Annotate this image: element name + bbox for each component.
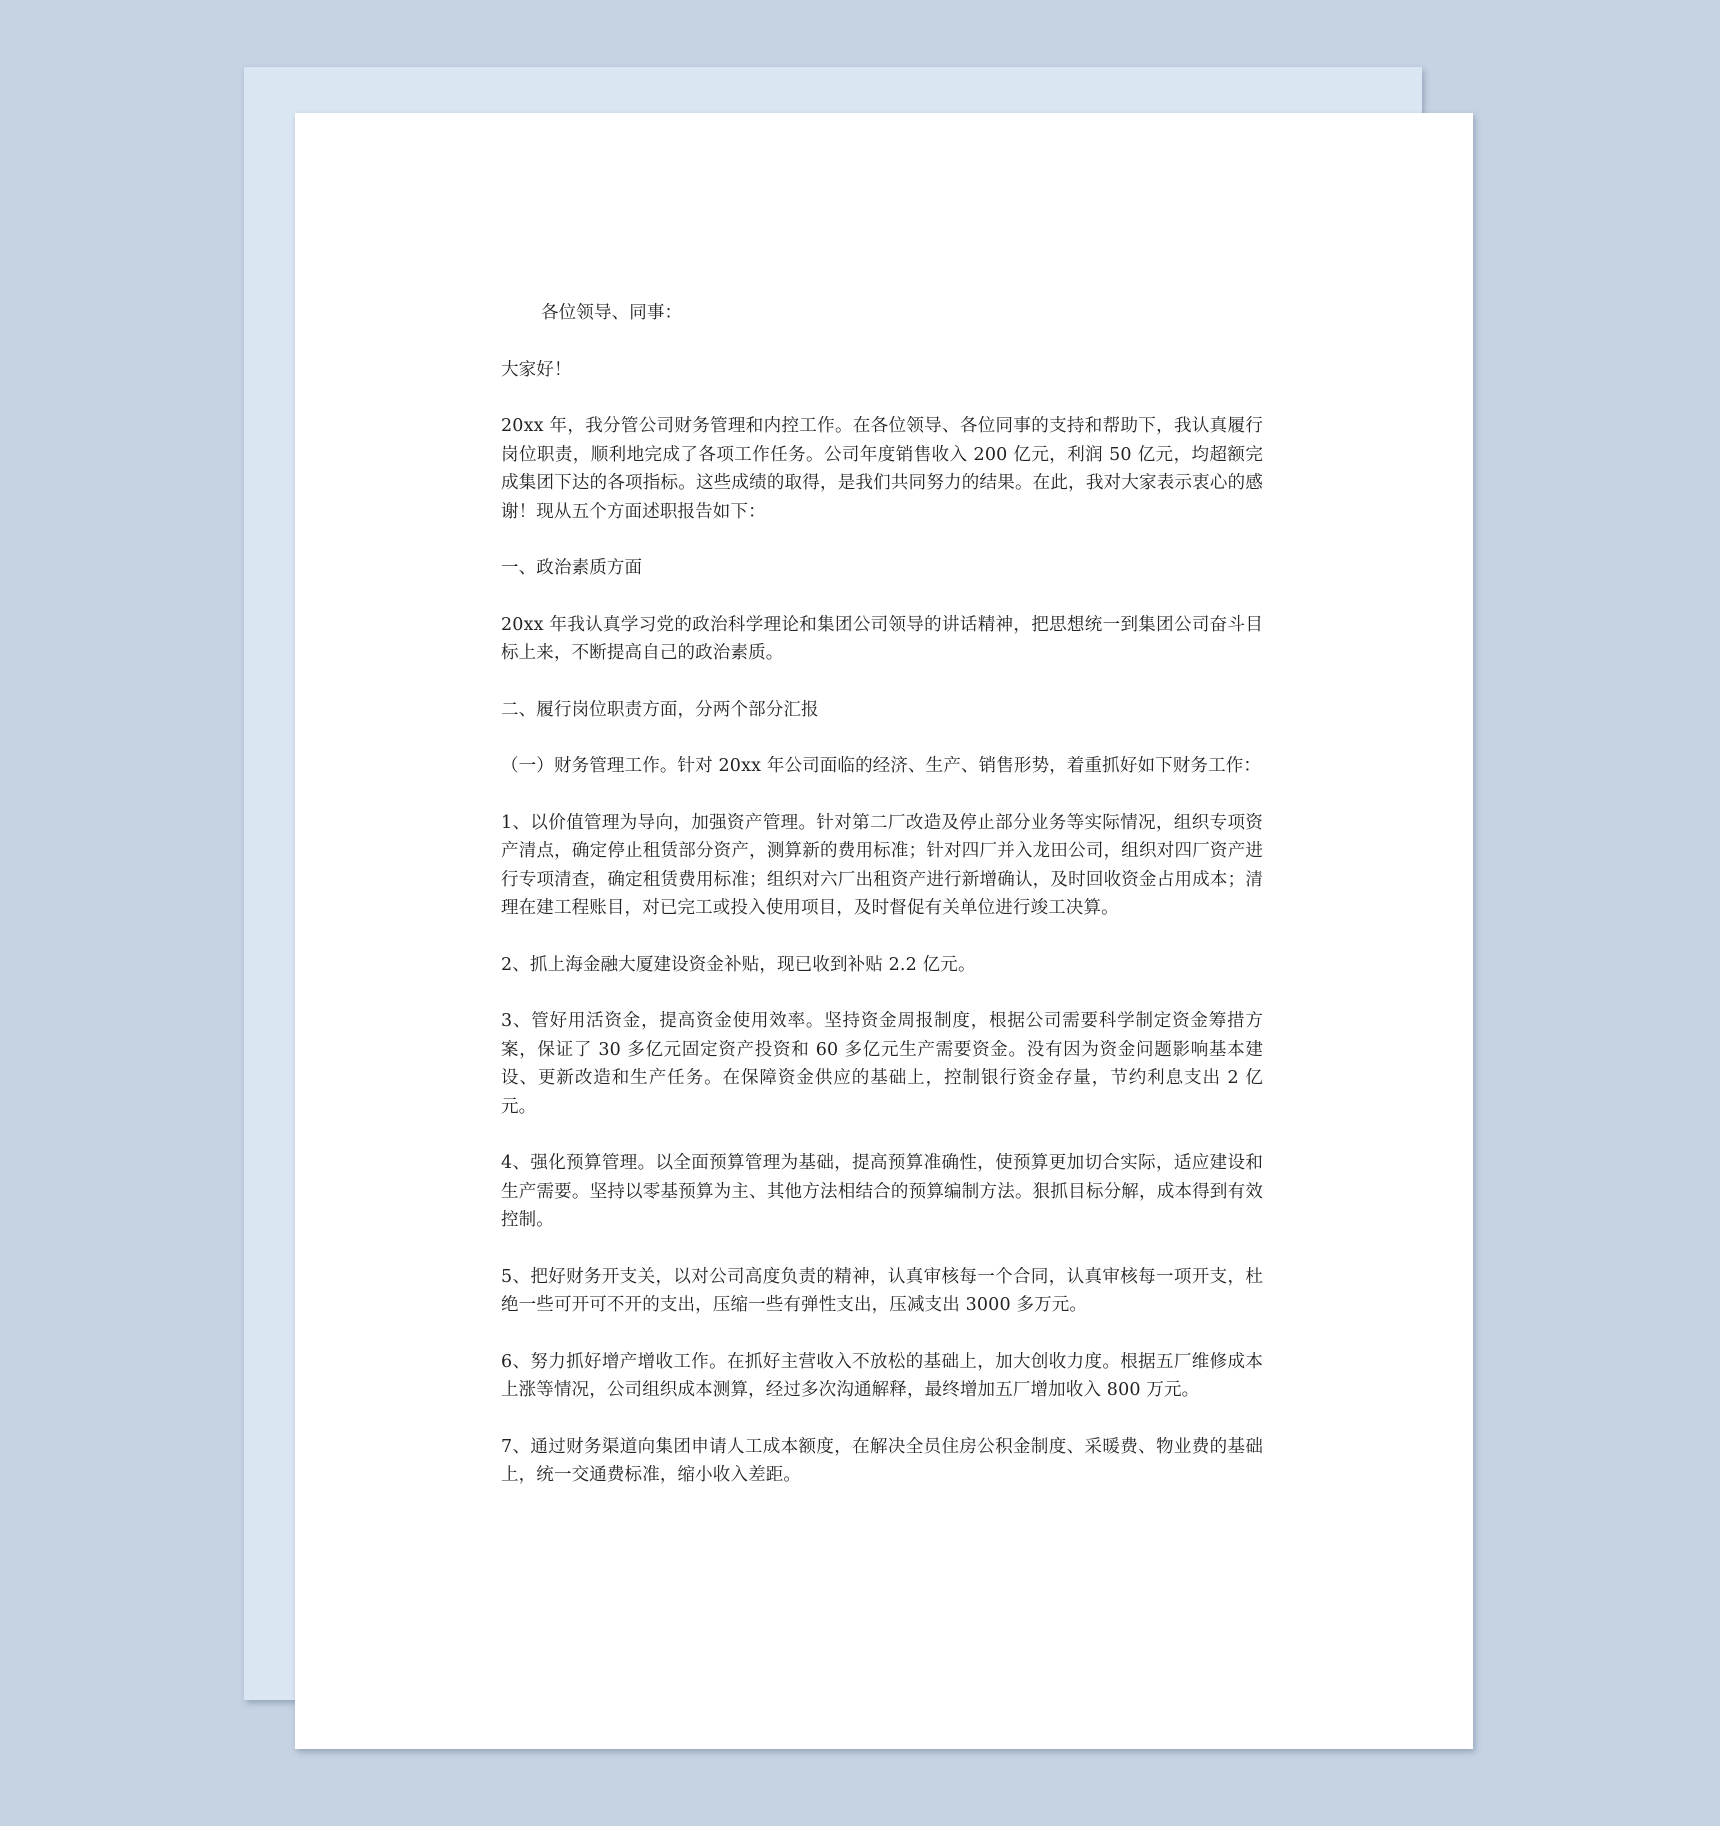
paragraph-political: 20xx 年我认真学习党的政治科学理论和集团公司领导的讲话精神，把思想统一到集团公司奋斗目标上来，不断提高自己的政治素质。	[501, 614, 1263, 663]
list-item-2: 2、抓上海金融大厦建设资金补贴，现已收到补贴 2.2 亿元。	[501, 954, 976, 975]
section-heading-political: 一、政治素质方面	[501, 558, 643, 578]
list-item-1: 1、以价值管理为导向，加强资产管理。针对第二厂改造及停止部分业务等实际情况，组织专项资产清点，确定停止租赁部分资产，测算新的费用标准；针对四厂并入龙田公司，组织对四厂资产进行专项清查，确定租赁费用标准；组织对六厂出租资产进行新增确认，及时回收资金占用成本；清理在建工程账目，对已完工或投入使用项目，及时督促有关单位进行竣工决算。	[501, 812, 1263, 918]
greeting: 大家好！	[501, 359, 572, 380]
list-item-7: 7、通过财务渠道向集团申请人工成本额度，在解决全员住房公积金制度、采暖费、物业费的基础上，统一交通费标准，缩小收入差距。	[501, 1436, 1263, 1485]
document-page	[295, 113, 1473, 1749]
list-item-5: 5、把好财务开支关，以对公司高度负责的精神，认真审核每一个合同，认真审核每一项开支，杜绝一些可开可不开的支出，压缩一些有弹性支出，压减支出 3000 多万元。	[501, 1266, 1263, 1315]
subsection-heading-finance: （一）财务管理工作。针对 20xx 年公司面临的经济、生产、销售形势，着重抓好如下财务工作：	[501, 756, 1262, 776]
section-heading-duties: 二、履行岗位职责方面，分两个部分汇报	[501, 699, 819, 720]
list-item-3: 3、管好用活资金，提高资金使用效率。坚持资金周报制度，根据公司需要科学制定资金筹措方案，保证了 30 多亿元固定资产投资和 60 多亿元生产需要资金。没有因为资金问题影响基本建设、更新改造和生产任务。在保障资金供应的基础上，控制银行资金存量，节约利息支出 2 亿元。	[501, 1011, 1263, 1117]
list-item-6: 6、努力抓好增产增收工作。在抓好主营收入不放松的基础上，加大创收力度。根据五厂维修成本上涨等情况，公司组织成本测算，经过多次沟通解释，最终增加五厂增加收入 800 万元。	[501, 1351, 1263, 1400]
list-item-4: 4、强化预算管理。以全面预算管理为基础，提高预算准确性，使预算更加切合实际，适应建设和生产需要。坚持以零基预算为主、其他方法相结合的预算编制方法。狠抓目标分解，成本得到有效控制。	[501, 1153, 1263, 1230]
document-body	[501, 299, 1263, 1518]
salutation: 各位领导、同事：	[541, 303, 683, 323]
paragraph-intro: 20xx 年，我分管公司财务管理和内控工作。在各位领导、各位同事的支持和帮助下，我认真履行岗位职责，顺利地完成了各项工作任务。公司年度销售收入 200 亿元，利润 50 亿元，均超额完成集团下达的各项指标。这些成绩的取得，是我们共同努力的结果。在此，我对大家表示衷心的感谢！现从五个方面述职报告如下：	[501, 416, 1263, 522]
